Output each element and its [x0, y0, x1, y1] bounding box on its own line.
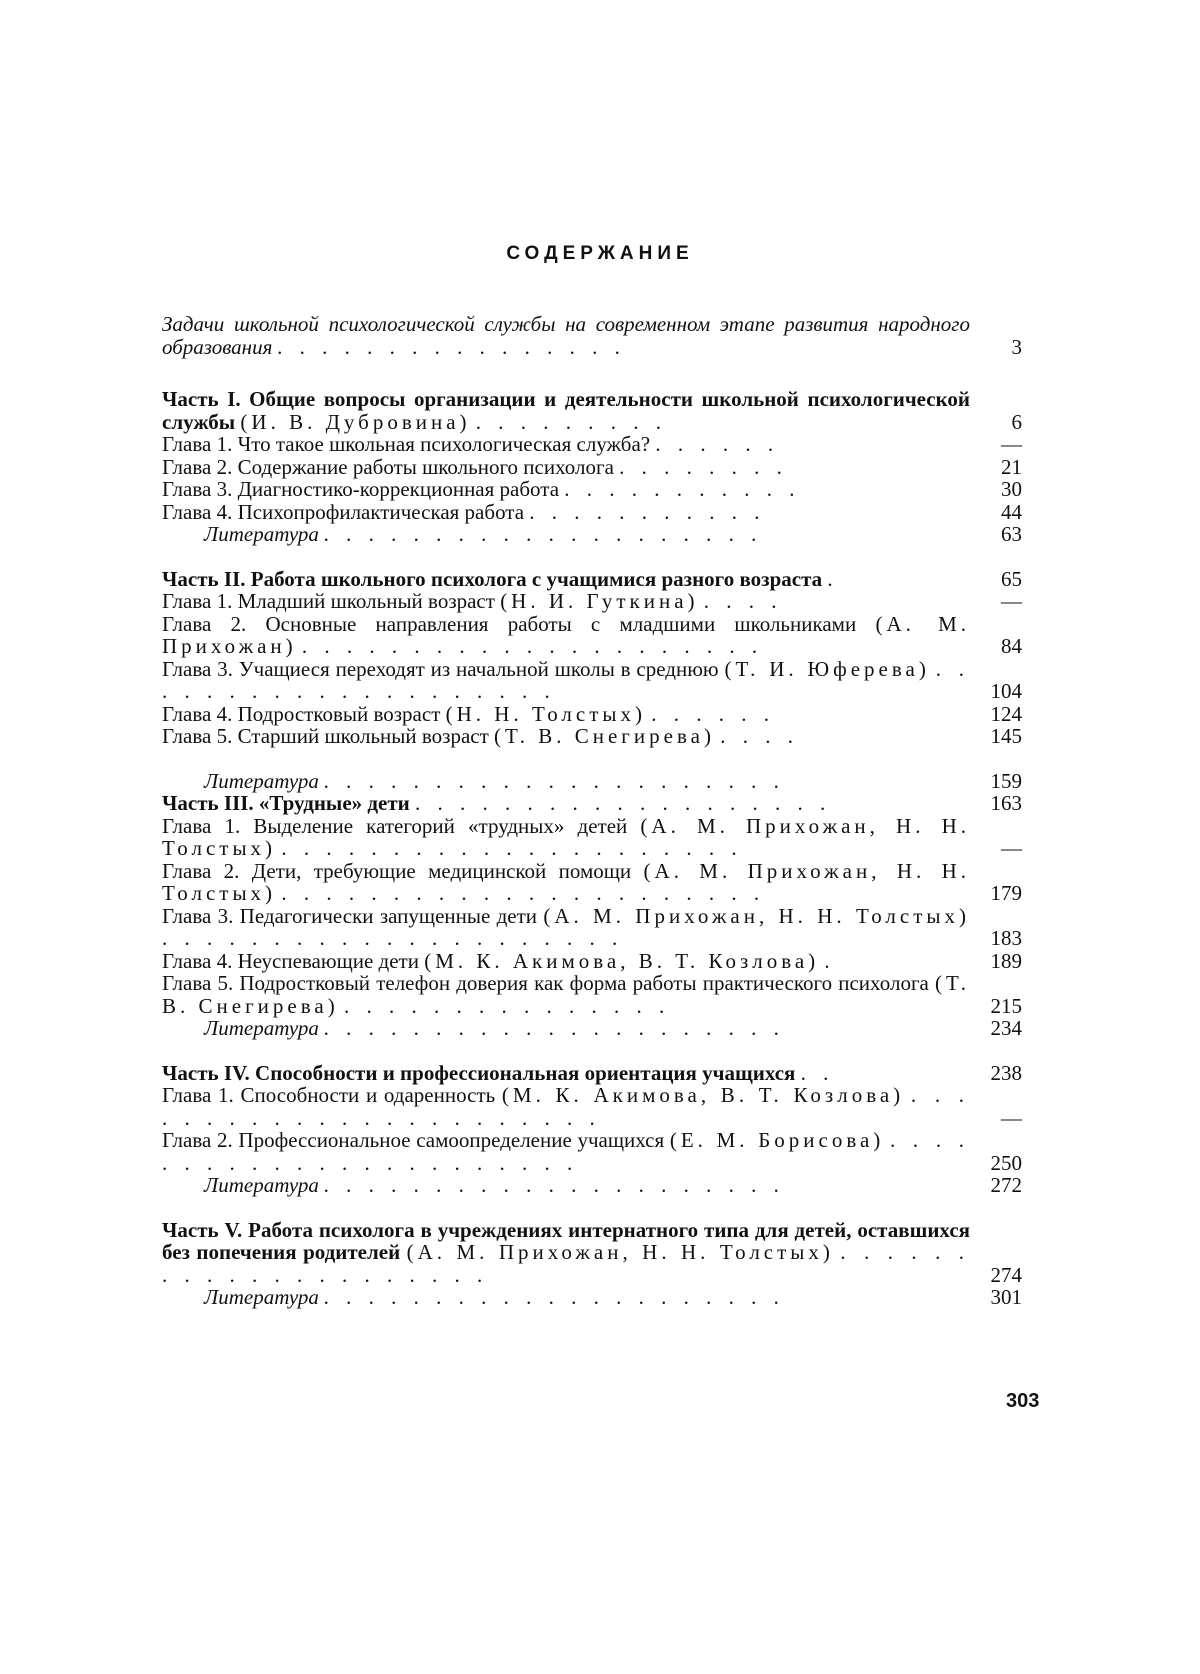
entry-page: —	[1001, 1105, 1022, 1130]
toc-entry-chapter: Глава 1. Младший школьный возраст (Н. И. Гуткина) . . . . —	[162, 589, 1022, 613]
entry-title: Глава 4. Подростковый возраст	[162, 701, 441, 726]
entry-title: Литература	[204, 522, 319, 546]
toc-entry-chapter: Глава 1. Выделение категорий «трудных» детей (А. М. Прихожан, Н. Н. Толстых) . . . . . . . . . . . . . . . . . . . . . —	[162, 813, 1022, 860]
entry-title: Задачи школьной психологической службы на современном этапе развития народного образования	[162, 312, 970, 359]
toc-entry-part-2: Часть II. Работа школьного психолога с учащимися разного возраста . 65	[162, 566, 1022, 591]
table-of-contents	[162, 313, 1022, 1309]
entry-page: 274	[990, 1262, 1022, 1287]
toc-entry-chapter: Глава 5. Старший школьный возраст (Т. В. Снегирева) . . . . 145	[162, 724, 1022, 748]
toc-entry-chapter: Глава 4. Подростковый возраст (Н. Н. Толстых) . . . . . . 124	[162, 701, 1022, 726]
page-title: СОДЕРЖАНИЕ	[506, 243, 694, 264]
entry-page: 21	[1001, 454, 1022, 479]
entry-page: 63	[1001, 522, 1022, 546]
entry-page: 215	[990, 993, 1022, 1018]
toc-entry-chapter: Глава 2. Дети, требующие медицинской помощи (А. М. Прихожан, Н. Н. Толстых) . . . . . . . . . . . . . . . . . . . . . . 179	[162, 858, 1022, 905]
toc-entry-literature: Литература . . . . . . . . . . . . . . . . . . . . . 272	[204, 1173, 1022, 1197]
entry-title: Глава 2. Дети, требующие медицинской помощи	[162, 858, 632, 883]
entry-author: (Т. В. Снегирева)	[162, 971, 971, 1018]
toc-entry-chapter: Глава 1. Что такое школьная психологическая служба? . . . . . . —	[162, 432, 1022, 456]
entry-title: Глава 4. Психопрофилактическая работа	[162, 499, 525, 524]
entry-title: Глава 3. Диагностико-коррекционная работа	[162, 477, 560, 501]
entry-page: 179	[990, 881, 1022, 905]
toc-entry-chapter: Глава 5. Подростковый телефон доверия как форма работы практического психолога (Т. В. Снегирева) . . . . . . . . . . . . . . . 215	[162, 971, 1022, 1018]
entry-author: (А. М. Прихожан, Н. Н. Толстых)	[162, 858, 971, 905]
entry-page: 3	[1011, 334, 1022, 359]
toc-entry-chapter: Глава 3. Диагностико-коррекционная работа . . . . . . . . . . . 30	[162, 477, 1022, 501]
entry-author: (Н. И. Гуткина)	[500, 589, 699, 613]
entry-title: Глава 1. Выделение категорий «трудных» детей	[162, 813, 628, 838]
entry-title: Литература	[204, 1016, 319, 1040]
entry-author: (Н. Н. Толстых)	[445, 701, 647, 726]
entry-author: (Т. И. Юферева)	[724, 656, 930, 681]
toc-entry-chapter: Глава 2. Основные направления работы с младшими школьниками (А. М. Прихожан) . . . . . . . . . . . . . . . . . . . . . 84	[162, 611, 1022, 658]
entry-title: Часть I. Общие вопросы организации и деятельности школьной психологической службы	[162, 387, 970, 434]
entry-title: Глава 4. Неуспевающие дети	[162, 948, 419, 973]
toc-entry-part-5: Часть V. Работа психолога в учреждениях интернатного типа для детей, оставшихся без попечения родителей (А. М. Прихожан, Н. Н. Толстых) . . . . . . . . . . . . . . . . . . . . . 274	[162, 1217, 1022, 1287]
entry-page: 104	[990, 679, 1022, 703]
entry-title: Часть II. Работа школьного психолога с учащимися разного возраста	[162, 566, 823, 591]
entry-page: 238	[990, 1060, 1022, 1085]
entry-page: 189	[990, 948, 1022, 973]
toc-entry-part-4: Часть IV. Способности и профессиональная ориентация учащихся . . 238	[162, 1060, 1022, 1085]
entry-author: (М. К. Акимова, В. Т. Козлова)	[501, 1083, 905, 1107]
toc-entry-part-3: Часть III. «Трудные» дети . . . . . . . . . . . . . . . . . . . 163	[162, 791, 1022, 815]
toc-entry-chapter: Глава 2. Содержание работы школьного психолога . . . . . . . . 21	[162, 454, 1022, 479]
entry-author: (И. В. Дубровина)	[240, 409, 471, 434]
entry-title: Глава 2. Основные направления работы с младшими школьниками	[162, 611, 857, 636]
entry-title: Глава 1. Что такое школьная психологическая служба?	[162, 432, 651, 456]
entry-title: Глава 1. Способности и одаренность	[162, 1083, 496, 1107]
entry-title: Часть IV. Способности и профессиональная ориентация учащихся	[162, 1060, 796, 1085]
entry-title: Часть III. «Трудные» дети	[162, 791, 410, 815]
entry-author: (А. М. Прихожан, Н. Н. Толстых)	[162, 813, 971, 860]
toc-entry-chapter: Глава 3. Педагогически запущенные дети (А. М. Прихожан, Н. Н. Толстых) . . . . . . . . . . . . . . . . . . . . . 183	[162, 903, 1022, 950]
entry-title: Глава 2. Содержание работы школьного психолога	[162, 454, 614, 479]
entry-title: Глава 3. Учащиеся переходят из начальной школы в среднюю	[162, 656, 719, 681]
entry-author: (М. К. Акимова, В. Т. Козлова)	[424, 948, 820, 973]
entry-author: (А. М. Прихожан, Н. Н. Толстых)	[543, 903, 970, 928]
entry-page: 272	[990, 1173, 1022, 1197]
entry-page: 234	[990, 1016, 1022, 1040]
entry-title: Литература	[204, 768, 319, 793]
entry-page: 30	[1001, 477, 1022, 501]
entry-page: 250	[990, 1150, 1022, 1175]
toc-entry-literature: Литература . . . . . . . . . . . . . . . . . . . . . 159	[204, 768, 1022, 793]
entry-page: 44	[1001, 499, 1022, 524]
toc-entry-literature: Литература . . . . . . . . . . . . . . . . . . . . 63	[204, 522, 1022, 546]
entry-page: 6	[1011, 409, 1022, 434]
entry-title: Глава 2. Профессиональное самоопределение учащихся	[162, 1128, 665, 1152]
entry-title: Глава 5. Подростковый телефон доверия как форма работы практического психолога	[162, 971, 929, 995]
toc-entry-chapter: Глава 1. Способности и одаренность (М. К. Акимова, В. Т. Козлова) . . . . . . . . . . . . . . . . . . . . . . . —	[162, 1083, 1022, 1130]
toc-entry-chapter: Глава 2. Профессиональное самоопределение учащихся (Е. М. Борисова) . . . . . . . . . . . . . . . . . . . . . . . 250	[162, 1128, 1022, 1175]
entry-title: Литература	[204, 1173, 319, 1197]
entry-title: Часть V. Работа психолога в учреждениях интернатного типа для детей, оставшихся без попечения родителей	[162, 1217, 970, 1264]
entry-page: —	[1001, 836, 1022, 860]
entry-page: 145	[990, 724, 1022, 748]
entry-page: —	[1001, 432, 1022, 456]
entry-page: 84	[1001, 634, 1022, 658]
entry-page: 163	[990, 791, 1022, 815]
entry-author: (А. М. Прихожан, Н. Н. Толстых)	[406, 1240, 834, 1264]
page-number: 303	[1006, 1390, 1040, 1412]
entry-author: (Е. М. Борисова)	[669, 1128, 885, 1152]
toc-entry-part-1: Часть I. Общие вопросы организации и деятельности школьной психологической службы (И. В. Дубровина) . . . . . . . . . 6	[162, 387, 1022, 434]
entry-page: 124	[990, 701, 1022, 726]
entry-title: Глава 1. Младший школьный возраст	[162, 589, 495, 613]
entry-page: 159	[990, 768, 1022, 793]
toc-entry-chapter: Глава 4. Неуспевающие дети (М. К. Акимова, В. Т. Козлова) . 189	[162, 948, 1022, 973]
entry-title: Глава 5. Старший школьный возраст	[162, 724, 489, 748]
toc-entry-intro: Задачи школьной психологической службы на современном этапе развития народного образования . . . . . . . . . . . . . . . . 3	[162, 312, 1022, 359]
entry-author: (А. М. Прихожан)	[162, 611, 971, 658]
entry-page: 183	[990, 926, 1022, 950]
entry-page: 65	[1001, 566, 1022, 591]
toc-entry-chapter: Глава 3. Учащиеся переходят из начальной школы в среднюю (Т. И. Юферева) . . . . . . . . . . . . . . . . . . . . 104	[162, 656, 1022, 703]
entry-page: —	[1001, 589, 1022, 613]
entry-title: Глава 3. Педагогически запущенные дети	[162, 903, 538, 928]
entry-author: (Т. В. Снегирева)	[494, 724, 715, 748]
toc-entry-chapter: Глава 4. Психопрофилактическая работа . . . . . . . . . . . 44	[162, 499, 1022, 524]
toc-entry-literature: Литература . . . . . . . . . . . . . . . . . . . . . 301	[204, 1285, 1022, 1309]
entry-page: 301	[990, 1285, 1022, 1309]
toc-entry-literature: Литература . . . . . . . . . . . . . . . . . . . . . 234	[204, 1016, 1022, 1040]
entry-title: Литература	[204, 1285, 319, 1309]
